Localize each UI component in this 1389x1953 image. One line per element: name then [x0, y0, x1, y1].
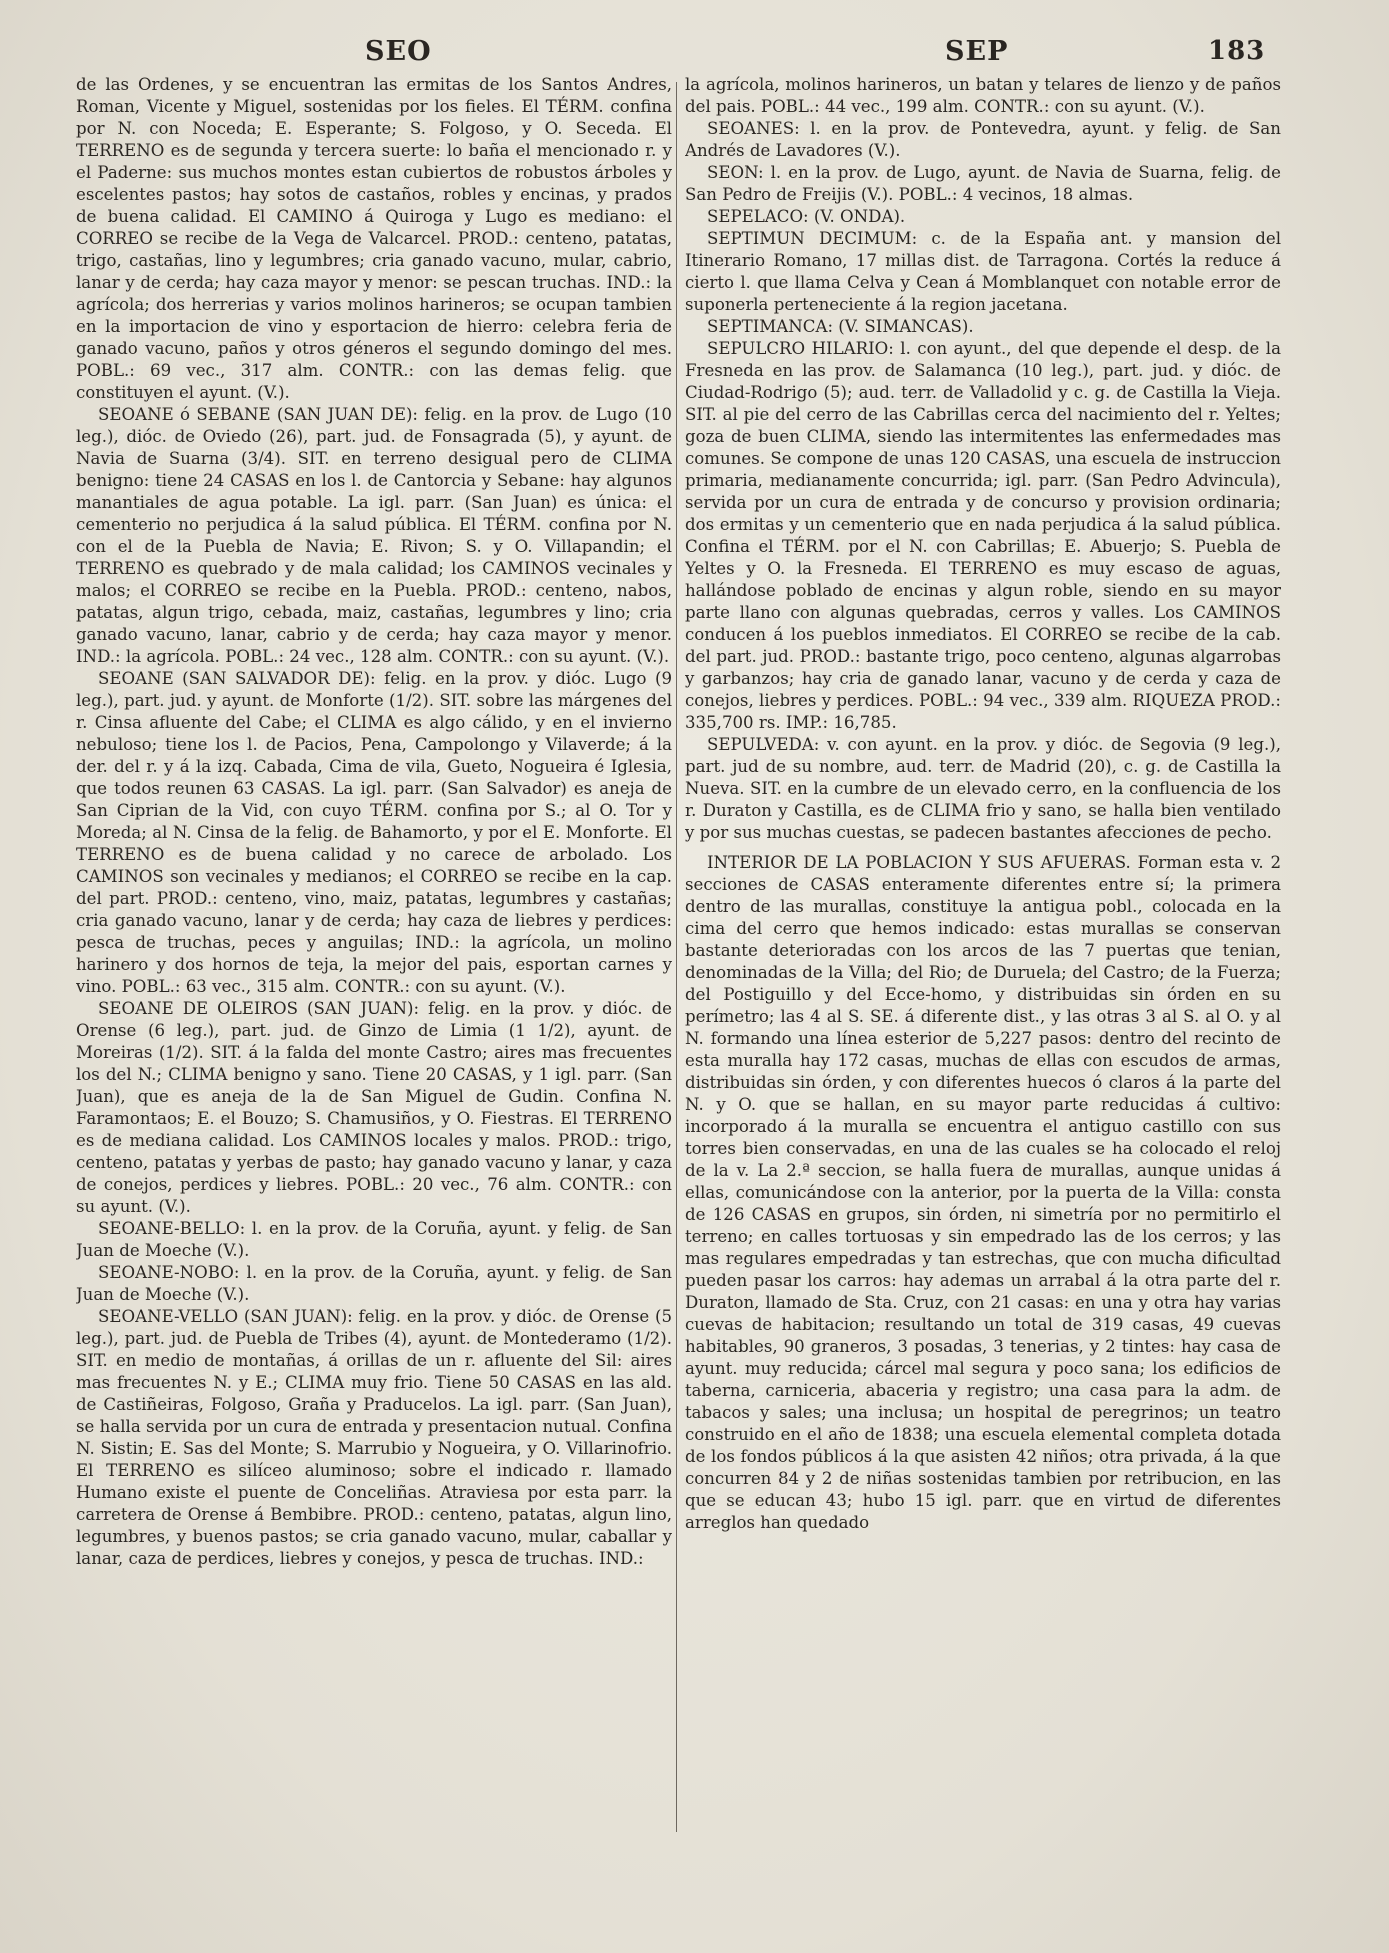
entry-seoanes: SEOANES: l. en la prov. de Pontevedra, ayunt. y felig. de San Andrés de Lavadores (V.). — [685, 119, 1281, 160]
entry-seoane-de-oleiros: SEOANE DE OLEIROS (SAN JUAN): felig. en la prov. y dióc. de Orense (6 leg.), part. jud. de Ginzo de Limia (1 1/2), ayunt. de Moreiras (1/2). SIT. á la falda del monte Castro; aires mas frecuentes los del N.; CLIMA benigno y sano. Tiene 20 CASAS, y 1 igl. parr. (San Juan), que es aneja de la de San Miguel de Gudin. Confina N. Faramontaos; E. el Bouzo; S. Chamusiños, y O. Fiestras. El TERRENO es de mediana calidad. Los CAMINOS locales y malos. PROD.: trigo, centeno, patatas y yerbas de pasto; hay ganado vacuno y lanar, y caza de conejos, perdices y liebres. POBL.: 20 vec., 76 alm. CONTR.: con su ayunt. (V.). — [76, 999, 672, 1216]
entry-septimanca: SEPTIMANCA: (V. SIMANCAS). — [707, 317, 974, 336]
entry-seoane-nobo: SEOANE-NOBO: l. en la prov. de la Coruña, ayunt. y felig. de San Juan de Moeche (V.). — [76, 1263, 672, 1304]
right-column — [685, 74, 1281, 1834]
entry-seoane-san-salvador: SEOANE (SAN SALVADOR DE): felig. en la prov. y dióc. Lugo (9 leg.), part. jud. y ayunt. de Monforte (1/2). SIT. sobre las márgenes del r. Cinsa afluente del Cabe; el CLIMA es algo cálido, y en el invierno nebuloso; tiene los l. de Pacios, Pena, Campolongo y Vilaverde; á la der. del r. y á la izq. Cabada, Cima de vila, Gueto, Nogueira é Iglesia, que todos reunen 63 CASAS. La igl. parr. (San Salvador) es aneja de San Ciprian de la Vid, con cuyo TÉRM. confina por S.; al O. Tor y Moreda; al N. Cinsa de la felig. de Bahamorto, y por el E. Monforte. El TERRENO es de buena calidad y no carece de arbolado. Los CAMINOS son vecinales y medianos; el CORREO se recibe en la cap. del part. PROD.: centeno, vino, maiz, patatas, legumbres y castañas; cria ganado vacuno, lanar y de cerda; hay caza de liebres y perdices: pesca de truchas, peces y anguilas; IND.: la agrícola, un molino harinero y dos hornos de teja, la mejor del pais, esportan carnes y vino. POBL.: 63 vec., 315 alm. CONTR.: con su ayunt. (V.). — [76, 669, 672, 996]
entry-seoane-bello: SEOANE-BELLO: l. en la prov. de la Coruña, ayunt. y felig. de San Juan de Moeche (V.). — [76, 1219, 672, 1260]
entry-continuation: de las Ordenes, y se encuentran las ermitas de los Santos Andres, Roman, Vicente y Miguel, sostenidas por los fieles. El TÉRM. confina por N. con Noceda; E. Esperante; S. Folgoso, y O. Seceda. El TERRENO es de segunda y tercera suerte: lo baña el mencionado r. y el Paderne: sus muchos montes estan cubiertos de robustos árboles y escelentes pastos; hay sotos de castaños, robles y encinas, y prados de buena calidad. El CAMINO á Quiroga y Lugo es mediano: el CORREO se recibe de la Vega de Valcarcel. PROD.: centeno, patatas, trigo, castañas, lino y legumbres; cria ganado vacuno, mular, cabrio, lanar y de cerda; hay caza mayor y menor: se pescan truchas. IND.: la agrícola; dos herrerias y varios molinos harineros; se ocupan tambien en la importacion de vino y esportacion de hierro: celebra feria de ganado vacuno, paños y otros géneros el segundo domingo del mes. POBL.: 69 vec., 317 alm. CONTR.: con las demas felig. que constituyen el ayunt. (V.). — [76, 75, 672, 402]
page-number: 183 — [1208, 36, 1266, 66]
entry-seoane-sebane: SEOANE ó SEBANE (SAN JUAN DE): felig. en la prov. de Lugo (10 leg.), dióc. de Oviedo (26), part. jud. de Fonsagrada (5), y ayunt. de Navia de Suarna (3/4). SIT. en terreno desigual pero de CLIMA benigno: tiene 24 CASAS en los l. de Cantorcia y Sebane: hay algunos manantiales de agua potable. La igl. parr. (San Juan) es única: el cementerio no perjudica á la salud pública. El TÉRM. confina por N. con el de la Puebla de Navia; E. Rivon; S. y O. Villapandin; el TERRENO es quebrado y de mala calidad; los CAMINOS vecinales y malos; el CORREO se recibe en la Puebla. PROD.: centeno, nabos, patatas, algun trigo, cebada, maiz, castañas, legumbres y lino; cria ganado vacuno, lanar, cabrio y de cerda; hay caza mayor y menor. IND.: la agrícola. POBL.: 24 vec., 128 alm. CONTR.: con su ayunt. (V.). — [76, 405, 672, 666]
entry-sepelaco: SEPELACO: (V. ONDA). — [707, 207, 906, 226]
entry-seoane-vello: SEOANE-VELLO (SAN JUAN): felig. en la prov. y dióc. de Orense (5 leg.), part. jud. de Puebla de Tribes (4), ayunt. de Montederamo (1/2). SIT. en medio de montañas, á orillas de un r. afluente del Sil: aires mas frecuentes N. y E.; CLIMA muy frio. Tiene 50 CASAS en las ald. de Castiñeiras, Folgoso, Graña y Praducelos. La igl. parr. (San Juan), se halla servida por un cura de entrada y presentacion nutual. Confina N. Sistin; E. Sas del Monte; S. Marrubio y Nogueira, y O. Villarinofrio. El TERRENO es silíceo aluminoso; sobre el indicado r. llamado Humano existe el puente de Conceliñas. Atraviesa por esta parr. la carretera de Orense á Bembibre. PROD.: centeno, patatas, algun lino, legumbres, y buenos pastos; se cria ganado vacuno, mular, caballar y lanar, caza de perdices, liebres y conejos, y pesca de truchas. IND.: — [76, 1307, 672, 1568]
entry-seon: SEON: l. en la prov. de Lugo, ayunt. de Navia de Suarna, felig. de San Pedro de Freijis (V.). POBL.: 4 vecinos, 18 almas. — [685, 163, 1281, 204]
running-head-left: SEO — [365, 36, 432, 67]
running-head-center: SEP — [945, 36, 1009, 67]
entry-septimun-decimum: SEPTIMUN DECIMUM: c. de la España ant. y mansion del Itinerario Romano, 17 millas dist. de Tarragona. Cortés la reduce á cierto l. que llama Celva y Cean á Momblanquet con notable error de suponerla perteneciente á la region jacetana. — [685, 229, 1281, 314]
entry-sepulcro-hilario: SEPULCRO HILARIO: l. con ayunt., del que depende el desp. de la Fresneda en las prov. de Salamanca (10 leg.), part. jud. y dióc. de Ciudad-Rodrigo (5); aud. terr. de Valladolid y c. g. de Castilla la Vieja. SIT. al pie del cerro de las Cabrillas cerca del nacimiento del r. Yeltes; goza de buen CLIMA, siendo las intermitentes las enfermedades mas comunes. Se compone de unas 120 CASAS, una escuela de instruccion primaria, medianamente concurrida; igl. parr. (San Pedro Advincula), servida por un cura de entrada y de concurso y provision ordinaria; dos ermitas y un cementerio que en nada perjudica á la salud pública. Confina el TÉRM. por el N. con Cabrillas; E. Abuerjo; S. Puebla de Yeltes y O. la Fresneda. El TERRENO es muy escaso de aguas, hallándose poblado de encinas y algun roble, siendo en su mayor parte llano con algunas quebradas, cerros y valles. Los CAMINOS conducen á los pueblos inmediatos. El CORREO se recibe de la cab. del part. jud. PROD.: bastante trigo, poco centeno, algunas algarrobas y garbanzos; hay cria de ganado lanar, vacuno y de cerda y caza de conejos, liebres y perdices. POBL.: 94 vec., 339 alm. RIQUEZA PROD.: 335,700 rs. IMP.: 16,785. — [685, 339, 1281, 732]
entry-continuation-right: la agrícola, molinos harineros, un batan y telares de lienzo y de paños del pais. POBL.: 44 vec., 199 alm. CONTR.: con su ayunt. (V.). — [685, 75, 1281, 116]
left-column — [76, 74, 672, 1789]
section-interior-poblacion: INTERIOR DE LA POBLACION Y SUS AFUERAS. Forman esta v. 2 secciones de CASAS enteramente diferentes entre sí; la primera dentro de las murallas, constituye la antigua pobl., colocada en la cima del cerro que hemos indicado: estas murallas se conservan bastante deterioradas con los arcos de las 7 puertas que tenian, denominadas de la Villa; del Rio; de Duruela; del Castro; de la Fuerza; del Postiguillo y del Ecce-homo, y distribuidas sin órden en su perímetro; las 4 al S. SE. á diferente dist., y las otras 3 al S. al O. y al N. formando una línea esterior de 5,227 pasos: dentro del recinto de esta muralla hay 172 casas, muchas de ellas con escudos de armas, distribuidas sin órden, y con diferentes huecos ó claros á la parte del N. y O. que se hallan, en su mayor parte reducidas á cultivo: incorporado á la muralla se encuentra el antiguo castillo con sus torres bien conservadas, en una de las cuales se ha colocado el reloj de la v. La 2.ª seccion, se halla fuera de murallas, aunque unidas á ellas, comunicándose con la anterior, por la puerta de la Villa: consta de 126 CASAS en grupos, sin órden, ni simetría por no permitirlo el terreno; en calles tortuosas y sin empedrado las de los cerros; y las mas regulares empedradas y tan estrechas, que con mucha dificultad pueden pasar los carros: hay ademas un arrabal á la otra parte del r. Duraton, llamado de Sta. Cruz, con 21 casas: en una y otra hay varias cuevas de habitacion; resultando un total de 319 casas, 49 cuevas habitables, 90 graneros, 3 posadas, 3 tenerias, y 2 tintes: hay casa de ayunt. muy reducida; cárcel mal segura y poco sana; los edificios de taberna, carniceria, abaceria y registro; una casa para la adm. de tabacos y sales; una inclusa; un hospital de peregrinos; un teatro construido en el año de 1838; una escuela elemental completa dotada de los fondos públicos á la que asisten 42 niños; otra privada, á la que concurren 84 y 2 de niñas sostenidas tambien por retribucion, en las que se educan 43; hubo 15 igl. parr. que en virtud de diferentes arreglos han quedado — [685, 853, 1281, 1532]
column-divider — [676, 82, 677, 1832]
entry-sepulveda: SEPULVEDA: v. con ayunt. en la prov. y dióc. de Segovia (9 leg.), part. jud de su nombre, aud. terr. de Madrid (20), c. g. de Castilla la Nueva. SIT. en la cumbre de un elevado cerro, en la confluencia de los r. Duraton y Castilla, es de CLIMA frio y sano, se halla bien ventilado y por sus muchas cuestas, se padecen bastantes afecciones de pecho. — [685, 735, 1281, 842]
